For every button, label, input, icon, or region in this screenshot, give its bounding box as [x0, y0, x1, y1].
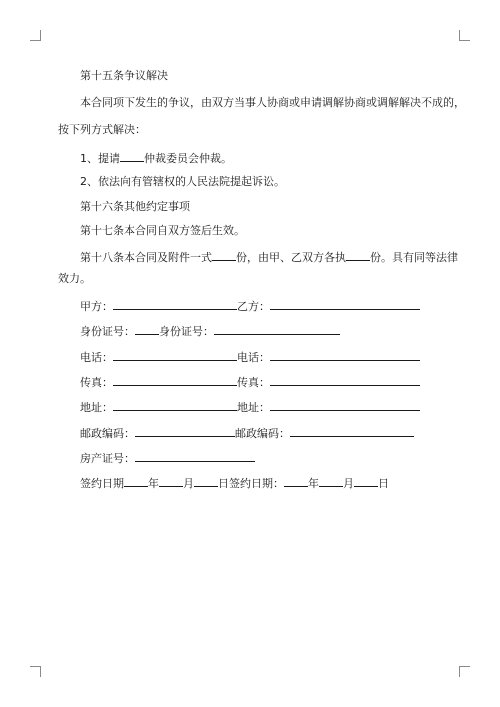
- month-label-b: 月: [343, 477, 354, 490]
- postal-code-b-label: 邮政编码：: [235, 427, 290, 440]
- address-b-label: 地址：: [237, 401, 270, 414]
- article-15-body-line-1: 本合同项下发生的争议，由双方当事人协商或申请调解协商或调解解决不成的，: [80, 96, 465, 109]
- day-label-b: 日: [378, 477, 389, 490]
- signing-month-b-field[interactable]: [319, 475, 343, 487]
- fax-b-label: 传真：: [237, 376, 270, 389]
- article-18-part-c: 份。具有同等法律: [370, 251, 458, 264]
- phone-a-field[interactable]: [113, 349, 237, 361]
- party-row: [80, 298, 420, 314]
- phone-a-label: 电话：: [80, 351, 113, 364]
- postal-code-b-field[interactable]: [290, 425, 414, 437]
- id-number-label-a: 身份证号：: [80, 325, 135, 338]
- fax-row: [80, 374, 420, 390]
- id-number-label-b: 身份证号：: [159, 325, 214, 338]
- month-label-a: 月: [183, 477, 194, 490]
- crop-mark-top-right: [459, 30, 470, 41]
- signing-day-a-field[interactable]: [194, 475, 218, 487]
- article-15-body-line-2: 按下列方式解决：: [58, 123, 146, 136]
- article-15-title: 第十五条争议解决: [80, 69, 168, 82]
- signing-year-b-field[interactable]: [284, 475, 308, 487]
- signing-month-a-field[interactable]: [159, 475, 183, 487]
- id-number-field-b[interactable]: [214, 323, 340, 335]
- article-16-title: 第十六条其他约定事项: [80, 200, 190, 213]
- article-17: 第十七条本合同自双方签后生效。: [80, 224, 245, 237]
- party-a-label: 甲方：: [80, 300, 113, 313]
- address-a-field[interactable]: [113, 399, 237, 411]
- party-b-label: 乙方：: [237, 300, 270, 313]
- fax-b-field[interactable]: [270, 374, 420, 386]
- fax-a-field[interactable]: [113, 374, 237, 386]
- party-a-field[interactable]: [113, 298, 237, 310]
- copies-each-blank[interactable]: [346, 249, 370, 261]
- fax-a-label: 传真：: [80, 376, 113, 389]
- party-b-field[interactable]: [270, 298, 420, 310]
- property-cert-label: 房产证号：: [80, 452, 135, 465]
- signing-date-a-label: 签约日期: [80, 477, 124, 490]
- property-cert-row: [80, 450, 255, 466]
- phone-b-label: 电话：: [237, 351, 270, 364]
- option-1-arbitration: [80, 150, 232, 166]
- postal-code-row: [80, 425, 414, 441]
- postal-code-a-label: 邮政编码：: [80, 427, 135, 440]
- crop-mark-bottom-right: [459, 666, 470, 677]
- signing-day-b-field[interactable]: [354, 475, 378, 487]
- year-label-b: 年: [308, 477, 319, 490]
- article-18-line-2: 效力。: [58, 272, 91, 285]
- id-number-row: [80, 323, 340, 339]
- option-2-litigation: 2、依法向有管辖权的人民法院提起诉讼。: [80, 175, 285, 188]
- crop-mark-bottom-left: [30, 666, 41, 677]
- year-label-a: 年: [148, 477, 159, 490]
- address-row: [80, 399, 420, 415]
- address-b-field[interactable]: [270, 399, 420, 411]
- arbitration-commission-blank[interactable]: [120, 150, 144, 162]
- copies-total-blank[interactable]: [212, 249, 236, 261]
- signing-date-row: [80, 475, 389, 491]
- option-1-suffix: 仲裁委员会仲裁。: [144, 152, 232, 165]
- article-18-line-1: [80, 249, 458, 265]
- postal-code-a-field[interactable]: [135, 425, 235, 437]
- article-18-part-b: 份，由甲、乙双方各执: [236, 251, 346, 264]
- phone-b-field[interactable]: [270, 349, 420, 361]
- article-18-part-a: 第十八条本合同及附件一式: [80, 251, 212, 264]
- property-cert-field[interactable]: [135, 450, 255, 462]
- crop-mark-top-left: [30, 30, 41, 41]
- signing-date-b-label: 日签约日期：: [218, 477, 284, 490]
- phone-row: [80, 349, 420, 365]
- option-1-prefix: 1、提请: [80, 152, 120, 165]
- signing-year-a-field[interactable]: [124, 475, 148, 487]
- address-a-label: 地址：: [80, 401, 113, 414]
- id-number-field-a[interactable]: [135, 323, 159, 335]
